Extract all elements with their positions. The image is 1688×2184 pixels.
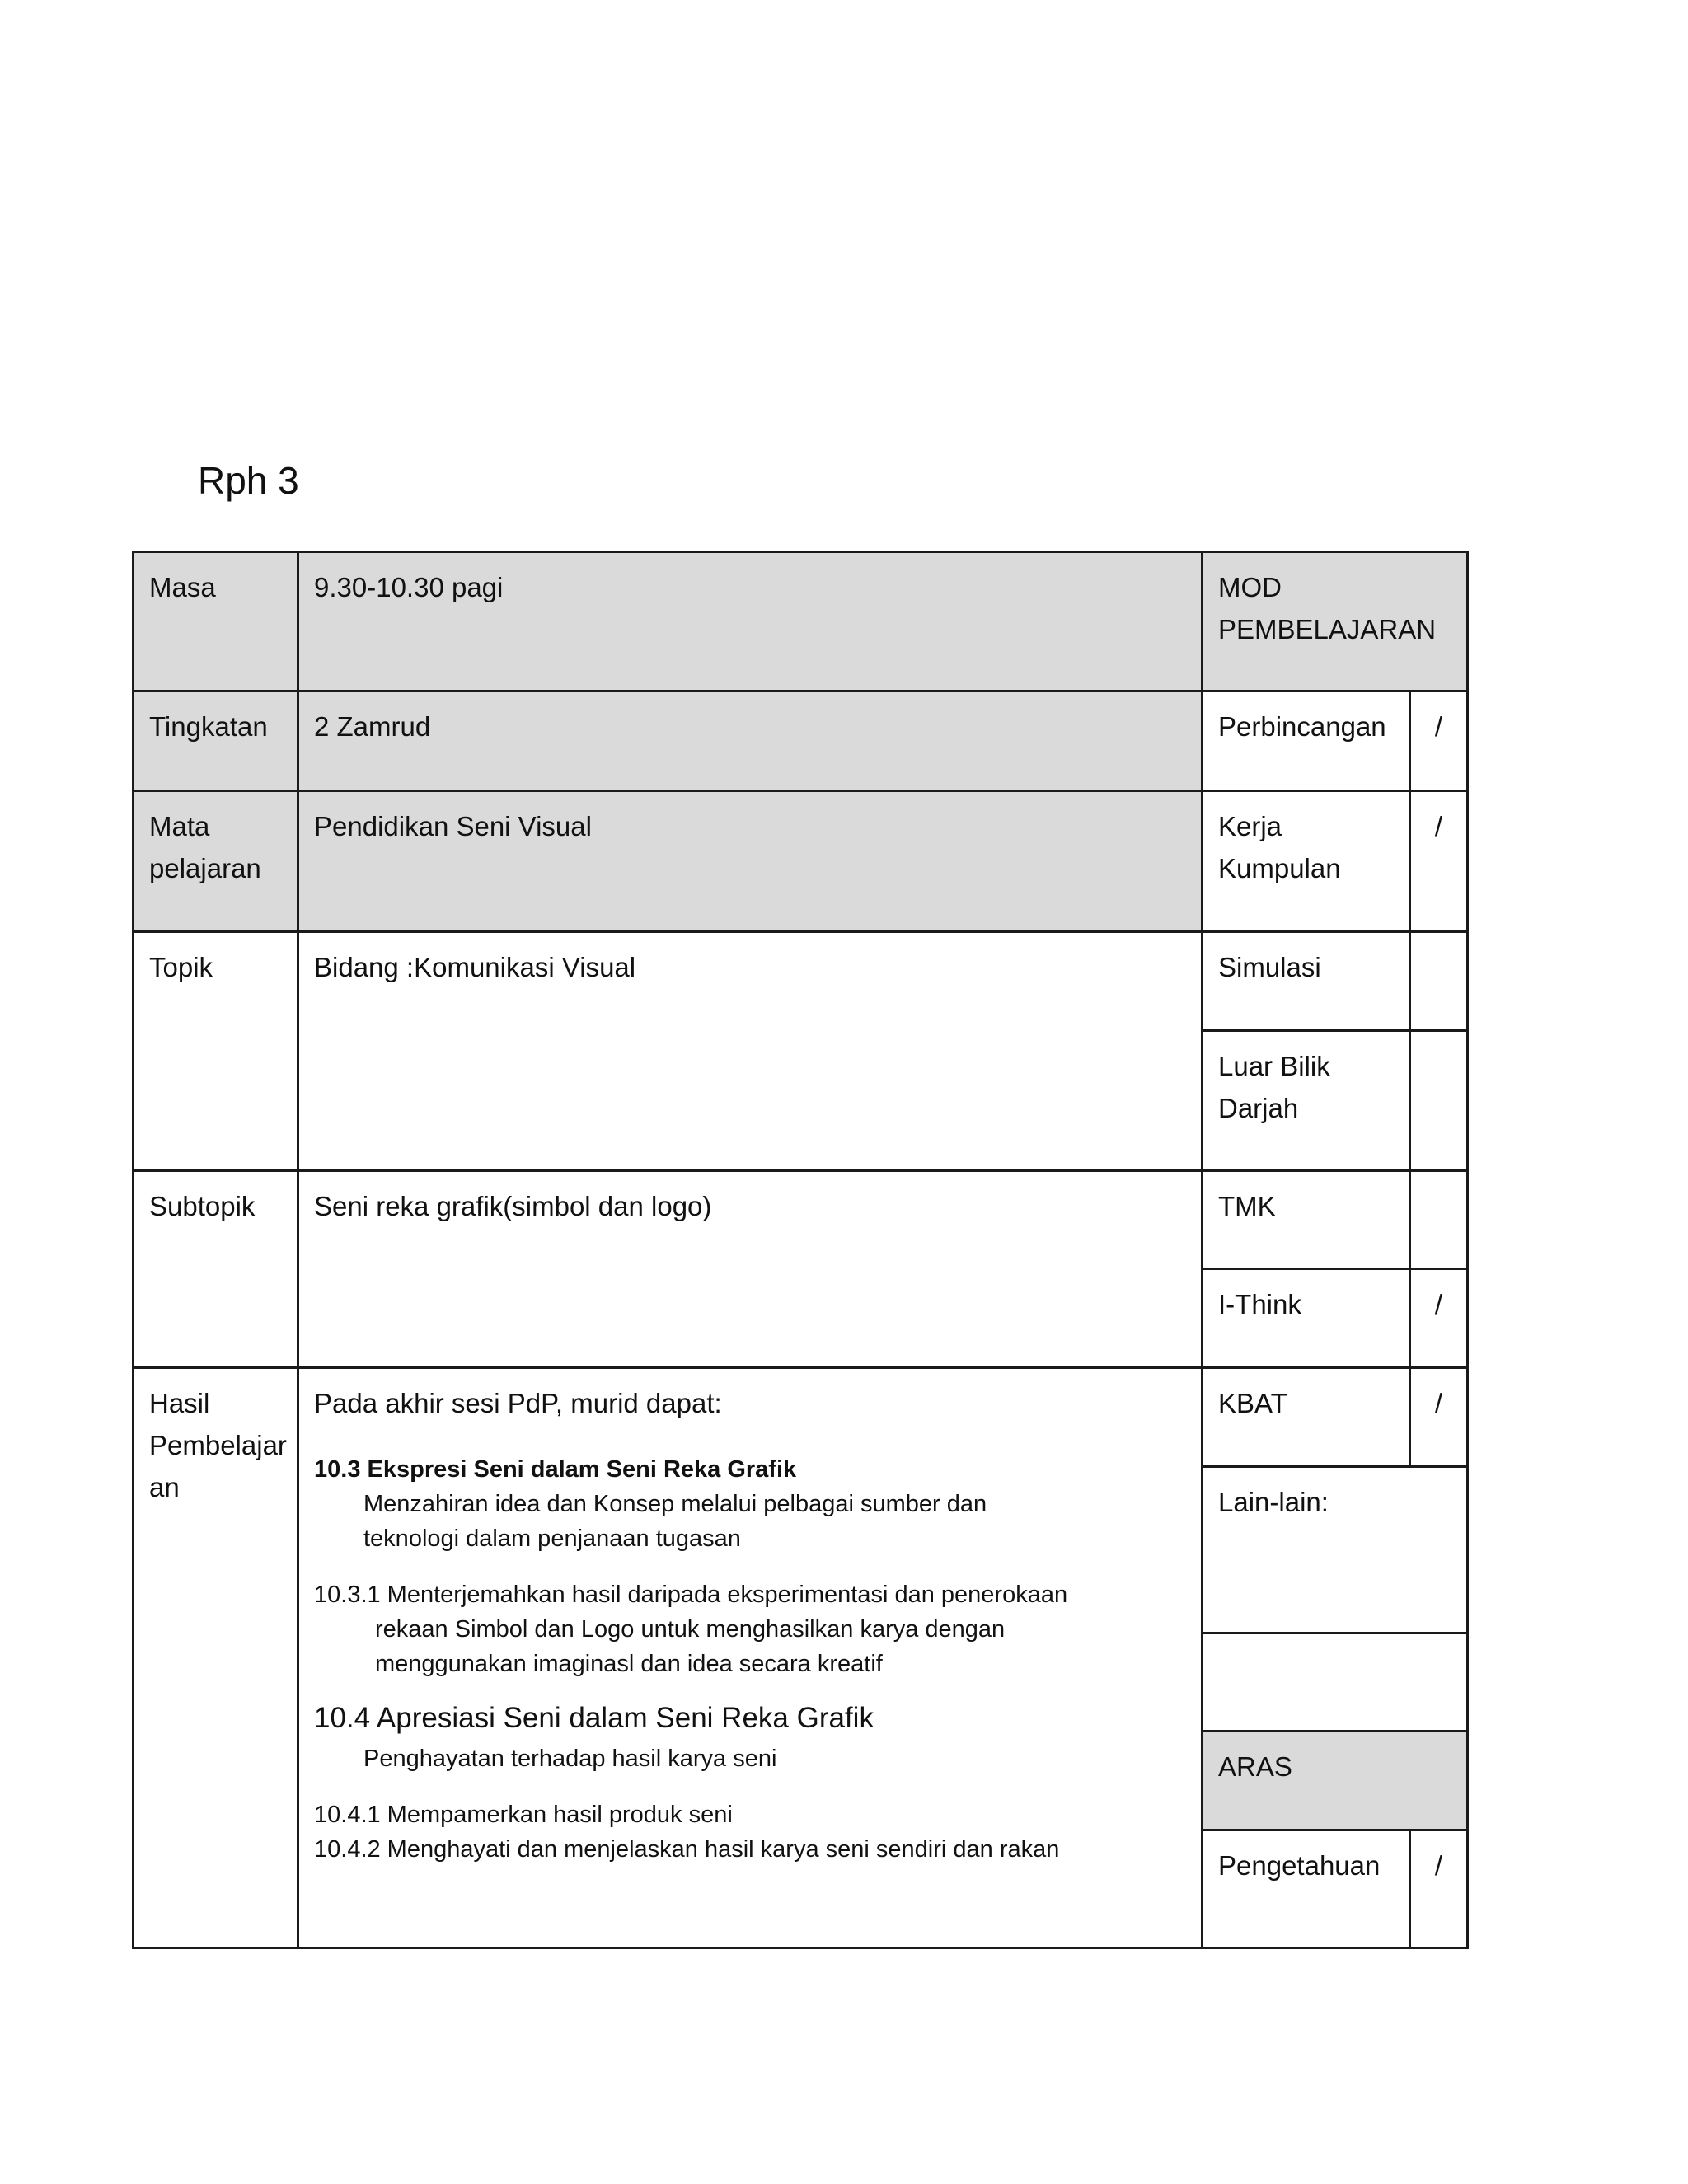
mod-item-perbincangan bbox=[1201, 690, 1411, 792]
hasil-content-cell bbox=[297, 1366, 1203, 1949]
mod-item-simulasi bbox=[1201, 930, 1411, 1032]
outcome-10-3-1-line2: rekaan Simbol dan Logo untuk menghasilkan karya dengan bbox=[375, 1616, 1006, 1643]
aras-item-label: Pengetahuan bbox=[1218, 1850, 1381, 1881]
check-mark: / bbox=[1434, 1388, 1443, 1418]
mod-item-i-think bbox=[1201, 1268, 1411, 1369]
mod-item-label: Kerja Kumpulan bbox=[1218, 811, 1341, 884]
mod-item-label: Perbincangan bbox=[1218, 711, 1386, 742]
lain-lain-cell bbox=[1201, 1465, 1469, 1634]
topik-value-cell bbox=[297, 930, 1203, 1172]
tingkatan-value: 2 Zamrud bbox=[314, 711, 431, 742]
blank-cell bbox=[1201, 1632, 1469, 1732]
mod-header: MOD PEMBELAJARAN bbox=[1218, 572, 1437, 645]
mod-item-label: Simulasi bbox=[1218, 952, 1321, 982]
mod-item-kbat bbox=[1201, 1366, 1411, 1468]
tingkatan-value-cell bbox=[297, 690, 1203, 792]
mata-pelajaran-label-cell bbox=[132, 790, 299, 933]
aras-item-pengetahuan bbox=[1201, 1829, 1411, 1949]
mod-mark-luar-bilik-darjah bbox=[1409, 1029, 1469, 1172]
topik-label: Topik bbox=[149, 952, 213, 982]
tingkatan-label-cell bbox=[132, 690, 299, 792]
mata-pelajaran-value-cell bbox=[297, 790, 1203, 933]
hasil-intro: Pada akhir sesi PdP, murid dapat: bbox=[314, 1388, 722, 1418]
mod-mark-kerja-kumpulan bbox=[1409, 790, 1469, 933]
mod-item-label: Luar Bilik Darjah bbox=[1218, 1051, 1330, 1124]
mod-mark-perbincangan bbox=[1409, 690, 1469, 792]
outcome-10-4-desc: Penghayatan terhadap hasil karya seni bbox=[363, 1745, 777, 1772]
check-mark: / bbox=[1434, 711, 1443, 742]
aras-header: ARAS bbox=[1218, 1751, 1292, 1782]
outcome-10-3-1-line3: menggunakan imaginasl dan idea secara kreatif bbox=[375, 1651, 883, 1678]
check-mark: / bbox=[1434, 1850, 1443, 1881]
aras-mark-pengetahuan bbox=[1409, 1829, 1469, 1949]
mod-mark-simulasi bbox=[1409, 930, 1469, 1032]
masa-label: Masa bbox=[149, 572, 216, 602]
mod-item-label: I-Think bbox=[1218, 1289, 1301, 1319]
mod-mark-kbat bbox=[1409, 1366, 1469, 1468]
hasil-label-cell bbox=[132, 1366, 299, 1949]
outcome-10-3-desc-line1: Menzahiran idea dan Konsep melalui pelbagai sumber dan bbox=[363, 1491, 987, 1518]
masa-value-cell bbox=[297, 551, 1203, 692]
hasil-label: Hasil Pembelajar an bbox=[149, 1388, 287, 1503]
subtopik-label-cell bbox=[132, 1169, 299, 1369]
aras-header-cell bbox=[1201, 1730, 1469, 1831]
outcome-10-3-desc-line2: teknologi dalam penjanaan tugasan bbox=[363, 1526, 741, 1553]
mod-header-cell bbox=[1201, 551, 1469, 692]
mod-item-label: KBAT bbox=[1218, 1388, 1287, 1418]
check-mark: / bbox=[1434, 1289, 1443, 1319]
check-mark: / bbox=[1434, 811, 1443, 841]
mod-item-label: TMK bbox=[1218, 1191, 1276, 1221]
outcome-10-3-1-line1: 10.3.1 Menterjemahkan hasil daripada eksperimentasi dan penerokaan bbox=[314, 1582, 1068, 1609]
mod-item-kerja-kumpulan bbox=[1201, 790, 1411, 933]
outcome-10-3-title: 10.3 Ekspresi Seni dalam Seni Reka Grafik bbox=[314, 1456, 797, 1483]
mata-pelajaran-label: Mata pelajaran bbox=[149, 811, 261, 884]
masa-value: 9.30-10.30 pagi bbox=[314, 572, 504, 602]
outcome-10-4-2: 10.4.2 Menghayati dan menjelaskan hasil karya seni sendiri dan rakan bbox=[314, 1835, 1060, 1863]
mod-item-luar-bilik-darjah bbox=[1201, 1029, 1411, 1172]
mod-mark-i-think bbox=[1409, 1268, 1469, 1369]
topik-value: Bidang :Komunikasi Visual bbox=[314, 952, 636, 982]
subtopik-label: Subtopik bbox=[149, 1191, 256, 1221]
lain-lain-label: Lain-lain: bbox=[1218, 1487, 1329, 1517]
document-title: Rph 3 bbox=[198, 459, 299, 502]
masa-label-cell bbox=[132, 551, 299, 692]
subtopik-value-cell bbox=[297, 1169, 1203, 1369]
subtopik-value: Seni reka grafik(simbol dan logo) bbox=[314, 1191, 712, 1221]
outcome-10-4-1: 10.4.1 Mempamerkan hasil produk seni bbox=[314, 1801, 733, 1828]
mata-pelajaran-value: Pendidikan Seni Visual bbox=[314, 811, 592, 841]
mod-item-tmk bbox=[1201, 1169, 1411, 1270]
mod-mark-tmk bbox=[1409, 1169, 1469, 1270]
outcome-10-4-title: 10.4 Apresiasi Seni dalam Seni Reka Grafik bbox=[314, 1702, 874, 1735]
tingkatan-label: Tingkatan bbox=[149, 711, 268, 742]
topik-label-cell bbox=[132, 930, 299, 1172]
